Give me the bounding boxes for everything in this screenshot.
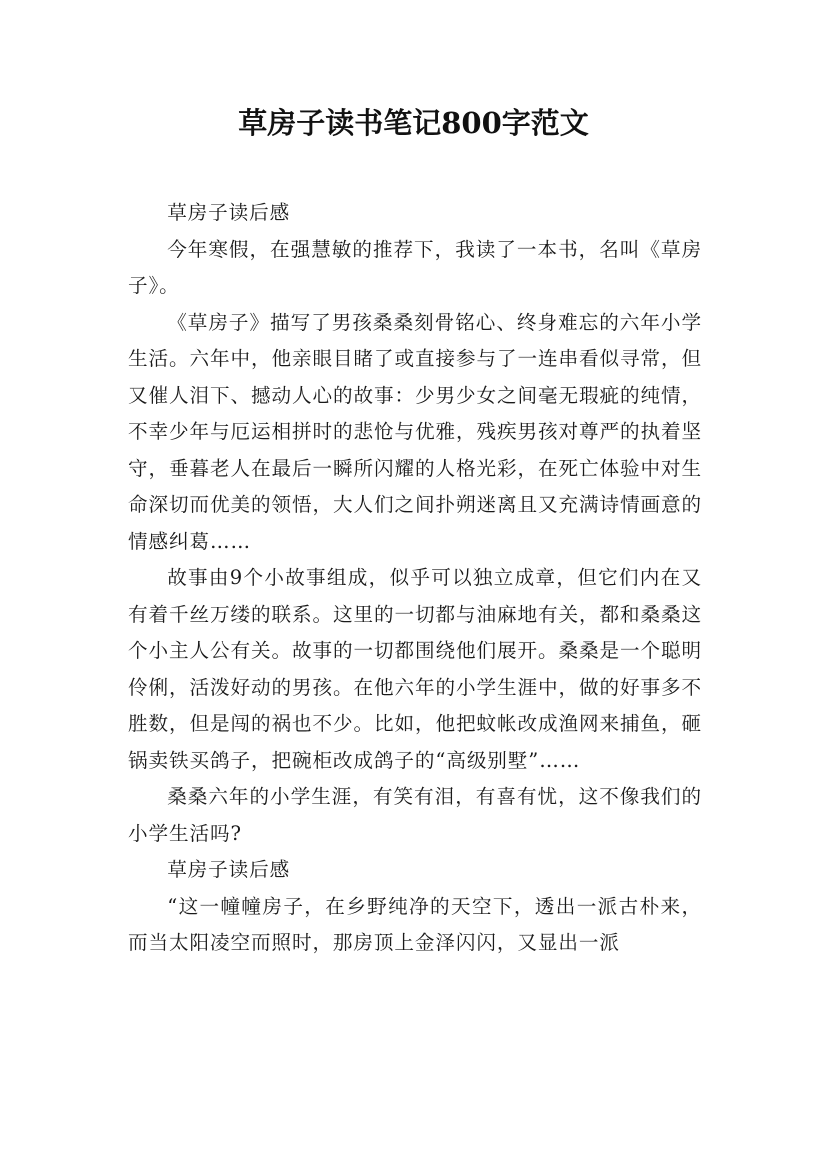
document-body	[128, 195, 702, 962]
paragraph: 《草房子》描写了男孩桑桑刻骨铭心、终身难忘的六年小学生活。六年中，他亲眼目睹了或直接参与了一连串看似寻常，但又催人泪下、撼动人心的故事：少男少女之间毫无瑕疵的纯情，不幸少年与厄运相拼时的悲怆与优雅，残疾男孩对尊严的执着坚守，垂暮老人在最后一瞬所闪耀的人格光彩，在死亡体验中对生命深切而优美的领悟，大人们之间扑朔迷离且又充满诗情画意的情感纠葛……	[128, 310, 702, 553]
paragraph: “这一幢幢房子，在乡野纯净的天空下，透出一派古朴来，而当太阳凌空而照时，那房顶上金泽闪闪，又显出一派	[128, 894, 702, 954]
paragraph: 桑桑六年的小学生涯，有笑有泪，有喜有忧，这不像我们的小学生活吗?	[128, 785, 702, 845]
paragraph: 今年寒假，在强慧敏的推荐下，我读了一本书，名叫《草房子》。	[128, 237, 702, 297]
section-heading: 草房子读后感	[167, 858, 291, 881]
document-title: 草房子读书笔记800字范文	[238, 106, 589, 140]
paragraph: 故事由9个小故事组成，似乎可以独立成章，但它们内在又有着千丝万缕的联系。这里的一切都与油麻地有关，都和桑桑这个小主人公有关。故事的一切都围绕他们展开。桑桑是一个聪明伶俐，活泼好动的男孩。在他六年的小学生涯中，做的好事多不胜数，但是闯的祸也不少。比如，他把蚊帐改成渔网来捕鱼，砸锅卖铁买鸽子，把碗柜改成鸽子的“高级别墅”……	[128, 566, 702, 772]
section-heading: 草房子读后感	[167, 201, 291, 224]
